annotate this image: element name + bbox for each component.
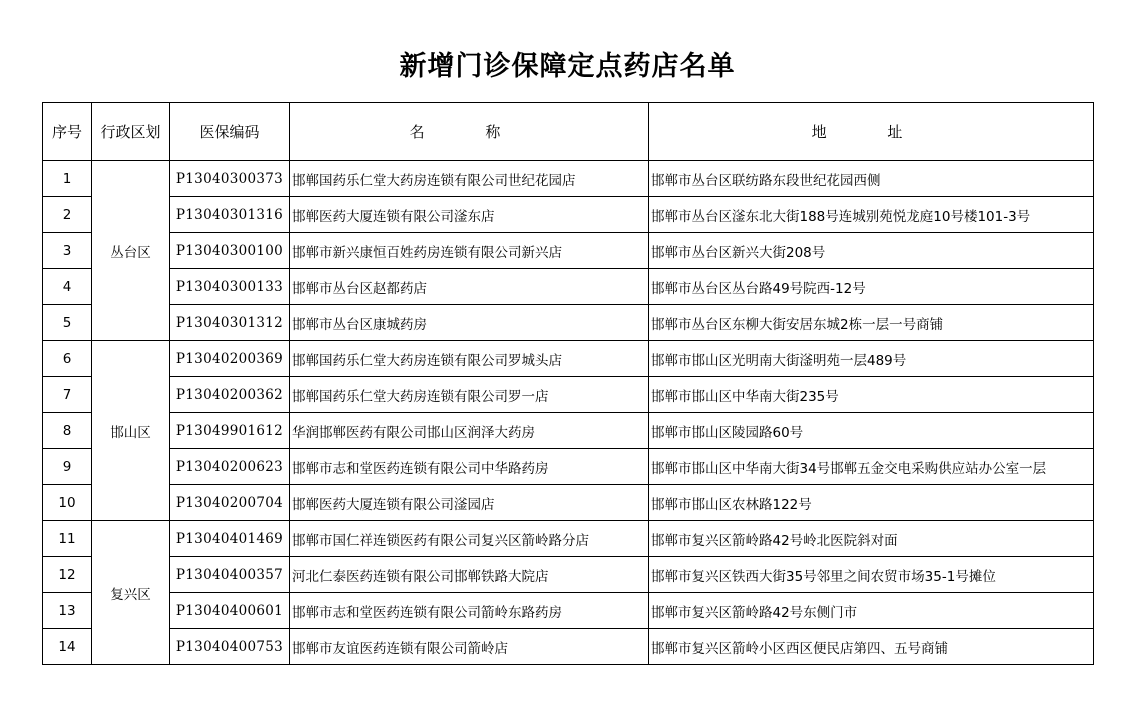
table-row bbox=[43, 197, 1094, 233]
name-cell: 邯郸国药乐仁堂大药房连锁有限公司罗一店 bbox=[290, 377, 649, 413]
seq-cell: 3 bbox=[43, 233, 92, 269]
address-cell: 邯郸市复兴区箭岭路42号岭北医院斜对面 bbox=[649, 521, 1094, 557]
code-cell: P13040200362 bbox=[170, 377, 290, 413]
table-row bbox=[43, 341, 1094, 377]
table-row bbox=[43, 593, 1094, 629]
address-cell: 邯郸市邯山区光明南大街滏明苑一层489号 bbox=[649, 341, 1094, 377]
address-cell: 邯郸市丛台区东柳大街安居东城2栋一层一号商铺 bbox=[649, 305, 1094, 341]
table-row bbox=[43, 305, 1094, 341]
table-row bbox=[43, 485, 1094, 521]
name-cell: 邯郸国药乐仁堂大药房连锁有限公司世纪花园店 bbox=[290, 161, 649, 197]
address-cell: 邯郸市丛台区丛台路49号院西-12号 bbox=[649, 269, 1094, 305]
seq-cell: 10 bbox=[43, 485, 92, 521]
name-cell: 邯郸市志和堂医药连锁有限公司箭岭东路药房 bbox=[290, 593, 649, 629]
code-cell: P13040200369 bbox=[170, 341, 290, 377]
code-cell: P13040400357 bbox=[170, 557, 290, 593]
name-cell: 邯郸医药大厦连锁有限公司滏东店 bbox=[290, 197, 649, 233]
address-cell: 邯郸市复兴区箭岭路42号东侧门市 bbox=[649, 593, 1094, 629]
name-cell: 邯郸市国仁祥连锁医药有限公司复兴区箭岭路分店 bbox=[290, 521, 649, 557]
table-row bbox=[43, 629, 1094, 665]
code-cell: P13040400601 bbox=[170, 593, 290, 629]
name-cell: 邯郸市丛台区赵都药店 bbox=[290, 269, 649, 305]
seq-cell: 9 bbox=[43, 449, 92, 485]
seq-cell: 6 bbox=[43, 341, 92, 377]
district-cell: 丛台区 bbox=[92, 161, 170, 341]
district-cell: 邯山区 bbox=[92, 341, 170, 521]
seq-cell: 1 bbox=[43, 161, 92, 197]
name-cell: 河北仁泰医药连锁有限公司邯郸铁路大院店 bbox=[290, 557, 649, 593]
table-row bbox=[43, 269, 1094, 305]
code-cell: P13040300373 bbox=[170, 161, 290, 197]
table-row bbox=[43, 521, 1094, 557]
table-row bbox=[43, 233, 1094, 269]
name-cell: 邯郸国药乐仁堂大药房连锁有限公司罗城头店 bbox=[290, 341, 649, 377]
name-cell: 邯郸市友谊医药连锁有限公司箭岭店 bbox=[290, 629, 649, 665]
name-cell: 邯郸市新兴康恒百姓药房连锁有限公司新兴店 bbox=[290, 233, 649, 269]
code-cell: P13040200704 bbox=[170, 485, 290, 521]
seq-cell: 7 bbox=[43, 377, 92, 413]
table-body bbox=[43, 161, 1094, 665]
header-address: 地 址 bbox=[649, 103, 1094, 161]
address-cell: 邯郸市复兴区铁西大街35号邻里之间农贸市场35-1号摊位 bbox=[649, 557, 1094, 593]
address-cell: 邯郸市邯山区中华南大街235号 bbox=[649, 377, 1094, 413]
seq-cell: 8 bbox=[43, 413, 92, 449]
seq-cell: 5 bbox=[43, 305, 92, 341]
code-cell: P13040401469 bbox=[170, 521, 290, 557]
header-district: 行政区划 bbox=[92, 103, 170, 161]
header-seq: 序号 bbox=[43, 103, 92, 161]
code-cell: P13040301316 bbox=[170, 197, 290, 233]
header-code: 医保编码 bbox=[170, 103, 290, 161]
table-row bbox=[43, 377, 1094, 413]
table-header-row bbox=[43, 103, 1094, 161]
code-cell: P13040300100 bbox=[170, 233, 290, 269]
name-cell: 邯郸市丛台区康城药房 bbox=[290, 305, 649, 341]
address-cell: 邯郸市邯山区中华南大街34号邯郸五金交电采购供应站办公室一层 bbox=[649, 449, 1094, 485]
seq-cell: 11 bbox=[43, 521, 92, 557]
seq-cell: 14 bbox=[43, 629, 92, 665]
table-row bbox=[43, 413, 1094, 449]
pharmacy-list-table bbox=[42, 102, 1094, 665]
code-cell: P13040301312 bbox=[170, 305, 290, 341]
name-cell: 华润邯郸医药有限公司邯山区润泽大药房 bbox=[290, 413, 649, 449]
name-cell: 邯郸市志和堂医药连锁有限公司中华路药房 bbox=[290, 449, 649, 485]
code-cell: P13040200623 bbox=[170, 449, 290, 485]
header-name: 名 称 bbox=[290, 103, 649, 161]
seq-cell: 4 bbox=[43, 269, 92, 305]
name-cell: 邯郸医药大厦连锁有限公司滏园店 bbox=[290, 485, 649, 521]
address-cell: 邯郸市丛台区联纺路东段世纪花园西侧 bbox=[649, 161, 1094, 197]
address-cell: 邯郸市丛台区新兴大街208号 bbox=[649, 233, 1094, 269]
document-title: 新增门诊保障定点药店名单 bbox=[399, 51, 736, 82]
seq-cell: 2 bbox=[43, 197, 92, 233]
table-row bbox=[43, 557, 1094, 593]
table-row bbox=[43, 161, 1094, 197]
seq-cell: 13 bbox=[43, 593, 92, 629]
address-cell: 邯郸市邯山区农林路122号 bbox=[649, 485, 1094, 521]
address-cell: 邯郸市复兴区箭岭小区西区便民店第四、五号商铺 bbox=[649, 629, 1094, 665]
address-cell: 邯郸市丛台区滏东北大街188号连城别苑悦龙庭10号楼101-3号 bbox=[649, 197, 1094, 233]
address-cell: 邯郸市邯山区陵园路60号 bbox=[649, 413, 1094, 449]
code-cell: P13049901612 bbox=[170, 413, 290, 449]
table-row bbox=[43, 449, 1094, 485]
code-cell: P13040300133 bbox=[170, 269, 290, 305]
district-cell: 复兴区 bbox=[92, 521, 170, 665]
seq-cell: 12 bbox=[43, 557, 92, 593]
code-cell: P13040400753 bbox=[170, 629, 290, 665]
